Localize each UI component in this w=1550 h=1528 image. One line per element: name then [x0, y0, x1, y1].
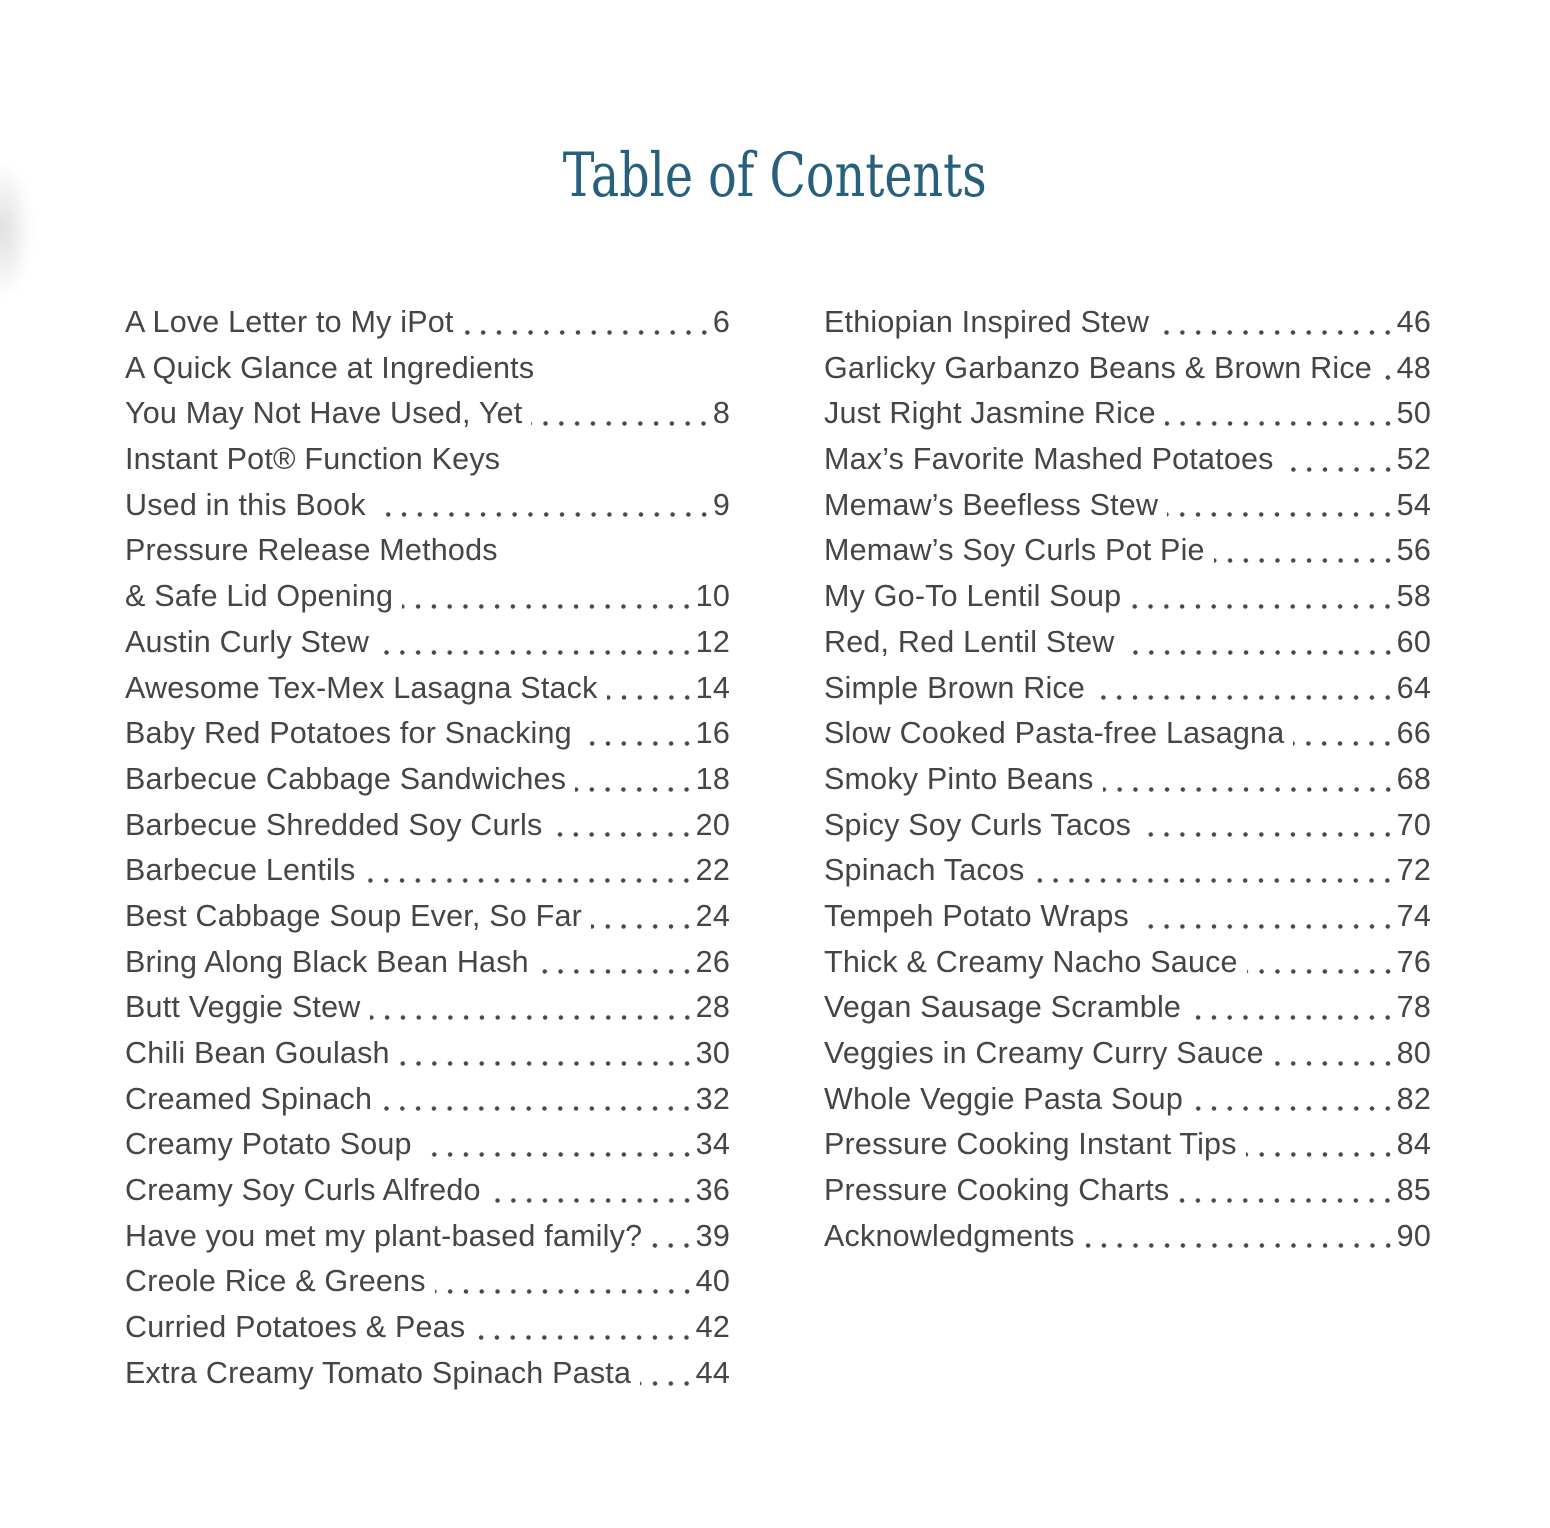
toc-entry: [125, 848, 730, 894]
toc-entry-page: 90: [1396, 1218, 1431, 1253]
toc-entry-page: 42: [695, 1310, 730, 1345]
toc-entry: [125, 574, 730, 620]
leader-dots: [1192, 1077, 1396, 1123]
toc-entry: [824, 1214, 1431, 1260]
leader-dots: [1140, 803, 1396, 849]
toc-entry-page: 56: [1396, 533, 1431, 568]
leader-dots: [1273, 1031, 1396, 1077]
toc-entry-title: Barbecue Shredded Soy Curls: [125, 807, 543, 842]
toc-entry-page: 60: [1396, 624, 1431, 659]
toc-entry: [824, 437, 1431, 483]
leader-dots: [1381, 346, 1396, 392]
toc-entry-title: Instant Pot® Function Keys: [125, 442, 501, 477]
leader-dots: [1247, 940, 1396, 986]
leader-dots: [1167, 483, 1395, 529]
leader-dots: [1293, 711, 1395, 757]
leader-dots: [581, 711, 695, 757]
toc-entry-page: 74: [1396, 898, 1431, 933]
toc-entry-page: 32: [695, 1081, 730, 1116]
toc-entry-page: 22: [695, 853, 730, 888]
toc-entry-page: 18: [695, 761, 730, 796]
toc-entry-page: 64: [1396, 670, 1431, 705]
toc-entry-title: & Safe Lid Opening: [125, 579, 394, 614]
toc-entry-title: Austin Curly Stew: [125, 624, 370, 659]
toc-entry-page: 80: [1396, 1036, 1431, 1070]
toc-entry-page: 48: [1396, 350, 1431, 385]
toc-entry-page: 50: [1396, 396, 1431, 431]
toc-entry-title: Chili Bean Goulash: [125, 1036, 390, 1070]
toc-entry-page: 36: [695, 1173, 730, 1208]
toc-entry: [824, 391, 1431, 437]
toc-entry: [824, 574, 1431, 620]
toc-entry: [125, 300, 730, 346]
toc-entry-page: 72: [1396, 853, 1431, 888]
toc-entry: [125, 1259, 730, 1305]
toc-entry-page: 14: [695, 670, 730, 705]
toc-entry-page: 70: [1396, 807, 1431, 842]
toc-entry: [125, 894, 730, 940]
toc-entry-title: Veggies in Creamy Curry Sauce: [824, 1036, 1264, 1070]
toc-entry-title: Red, Red Lentil Stew: [824, 624, 1115, 659]
leader-dots: [1190, 985, 1396, 1031]
toc-entry-title: Butt Veggie Stew: [125, 990, 361, 1025]
leader-dots: [402, 574, 695, 620]
toc-entry: [125, 1168, 730, 1214]
toc-entry-page: 44: [695, 1355, 730, 1390]
toc-entry-page: 12: [695, 624, 730, 659]
leader-dots: [435, 1259, 695, 1305]
leader-dots: [1124, 620, 1396, 666]
toc-entry-page: 76: [1396, 944, 1431, 979]
toc-entry-title: Creole Rice & Greens: [125, 1264, 426, 1299]
toc-entry-title: Barbecue Lentils: [125, 853, 356, 888]
toc-entry-page: 68: [1396, 761, 1431, 796]
toc-entry: [824, 1168, 1431, 1214]
leader-dots: [381, 1077, 695, 1123]
toc-entry: [824, 848, 1431, 894]
leader-dots: [1165, 391, 1396, 437]
leader-dots: [463, 300, 712, 346]
toc-entry: [824, 300, 1431, 346]
leader-dots: [575, 757, 695, 803]
toc-entry-title: Creamy Potato Soup: [125, 1127, 412, 1162]
toc-entry-title: Have you met my plant-based family?: [125, 1218, 643, 1253]
leader-dots: [1103, 757, 1396, 803]
toc-entry-title: Memaw’s Soy Curls Pot Pie: [824, 533, 1205, 568]
leader-dots: [1158, 300, 1396, 346]
leader-dots: [364, 848, 694, 894]
toc-entry-title: You May Not Have Used, Yet: [125, 396, 523, 431]
toc-entry-title: My Go-To Lentil Soup: [824, 579, 1122, 614]
leader-dots: [490, 1168, 695, 1214]
toc-entry-page: 54: [1396, 487, 1431, 522]
toc-entry: [125, 1031, 730, 1077]
toc-entry-title: Tempeh Potato Wraps: [824, 898, 1130, 933]
leader-dots: [531, 391, 711, 437]
toc-entry: [824, 346, 1431, 392]
toc-entry: [125, 666, 730, 712]
toc-right-column: [824, 300, 1431, 1397]
toc-entry: [824, 1077, 1431, 1123]
toc-entry-page: 28: [695, 990, 730, 1025]
toc-entry-title: Vegan Sausage Scramble: [824, 990, 1182, 1025]
toc-entry-title: Creamy Soy Curls Alfredo: [125, 1173, 481, 1208]
toc-entry-page: 46: [1396, 305, 1431, 339]
toc-entry: [824, 711, 1431, 757]
toc-entry-page: 9: [712, 487, 730, 522]
toc-entry: [125, 391, 730, 437]
toc-entry-title: Barbecue Cabbage Sandwiches: [125, 761, 567, 796]
leader-dots: [538, 940, 695, 986]
toc-entry-page: 39: [695, 1218, 730, 1253]
leader-dots: [421, 1122, 695, 1168]
toc-entry: [125, 985, 730, 1031]
toc-entry: [125, 1214, 730, 1260]
toc-entry-title: Pressure Cooking Charts: [824, 1173, 1170, 1208]
leader-dots: [1130, 574, 1395, 620]
leader-dots: [1094, 666, 1396, 712]
toc-entry-page: 82: [1396, 1081, 1431, 1116]
toc-entry: [824, 620, 1431, 666]
toc-entry: [125, 437, 730, 483]
toc-entry-page: 16: [695, 716, 730, 751]
toc-entry-page: 84: [1396, 1127, 1431, 1162]
toc-entry-title: Spicy Soy Curls Tacos: [824, 807, 1132, 842]
toc-entry-title: A Love Letter to My iPot: [125, 305, 454, 339]
toc-entry-title: Acknowledgments: [824, 1218, 1075, 1253]
toc-entry-page: 6: [712, 305, 730, 339]
toc-entry-page: 66: [1396, 716, 1431, 751]
toc-entry: [824, 483, 1431, 529]
toc-entry: [824, 803, 1431, 849]
toc-entry-title: Just Right Jasmine Rice: [824, 396, 1156, 431]
leader-dots: [551, 803, 694, 849]
toc-entry-page: 20: [695, 807, 730, 842]
toc-columns: [125, 300, 1431, 1397]
toc-entry-page: 34: [695, 1127, 730, 1162]
toc-entry: [125, 1305, 730, 1351]
toc-entry-page: 30: [695, 1036, 730, 1070]
toc-entry-page: 58: [1396, 579, 1431, 614]
toc-left-column: [125, 300, 730, 1397]
toc-entry: [125, 803, 730, 849]
toc-entry: [824, 528, 1431, 574]
leader-dots: [1178, 1168, 1395, 1214]
toc-entry-page: 40: [695, 1264, 730, 1299]
leader-dots: [1084, 1214, 1396, 1260]
toc-entry-title: Smoky Pinto Beans: [824, 761, 1094, 796]
leader-dots: [1214, 528, 1396, 574]
toc-entry-title: Extra Creamy Tomato Spinach Pasta: [125, 1355, 632, 1390]
toc-entry: [125, 1122, 730, 1168]
page-title: Table of Contents: [563, 140, 987, 211]
title-wrap: [0, 0, 1550, 226]
toc-entry: [125, 528, 730, 574]
leader-dots: [591, 894, 695, 940]
toc-entry-page: 10: [695, 579, 730, 614]
toc-entry-page: 78: [1396, 990, 1431, 1025]
toc-entry-title: Max’s Favorite Mashed Potatoes: [824, 442, 1274, 477]
toc-entry: [125, 1351, 730, 1397]
leader-dots: [1138, 894, 1396, 940]
toc-entry-page: 52: [1396, 442, 1431, 477]
toc-entry-title: Pressure Release Methods: [125, 533, 498, 568]
leader-dots: [474, 1305, 694, 1351]
toc-entry-title: Bring Along Black Bean Hash: [125, 944, 529, 979]
toc-entry: [824, 666, 1431, 712]
toc-entry: [125, 757, 730, 803]
toc-entry-title: Memaw’s Beefless Stew: [824, 487, 1159, 522]
toc-entry-title: Ethiopian Inspired Stew: [824, 305, 1150, 339]
toc-entry-page: 8: [712, 396, 730, 431]
toc-entry-title: Thick & Creamy Nacho Sauce: [824, 944, 1238, 979]
toc-entry-title: Creamed Spinach: [125, 1081, 373, 1116]
leader-dots: [370, 985, 695, 1031]
toc-entry: [125, 346, 730, 392]
leader-dots: [1283, 437, 1396, 483]
toc-entry-title: Awesome Tex-Mex Lasagna Stack: [125, 670, 598, 705]
toc-entry-title: Pressure Cooking Instant Tips: [824, 1127, 1237, 1162]
toc-entry-title: Garlicky Garbanzo Beans & Brown Rice: [824, 350, 1372, 385]
toc-entry-title: Simple Brown Rice: [824, 670, 1086, 705]
leader-dots: [651, 1214, 694, 1260]
toc-entry-title: Best Cabbage Soup Ever, So Far: [125, 898, 582, 933]
toc-entry: [125, 1077, 730, 1123]
toc-entry: [824, 1031, 1431, 1077]
leader-dots: [1246, 1122, 1396, 1168]
toc-entry-title: A Quick Glance at Ingredients: [125, 350, 535, 385]
toc-entry: [125, 620, 730, 666]
toc-entry: [125, 711, 730, 757]
toc-entry: [824, 940, 1431, 986]
leader-dots: [375, 483, 712, 529]
toc-entry-page: 24: [695, 898, 730, 933]
leader-dots: [640, 1351, 695, 1397]
toc-entry-title: Whole Veggie Pasta Soup: [824, 1081, 1183, 1116]
toc-entry-title: Baby Red Potatoes for Snacking: [125, 716, 572, 751]
toc-entry: [125, 940, 730, 986]
toc-entry-page: 26: [695, 944, 730, 979]
toc-entry: [824, 1122, 1431, 1168]
leader-dots: [378, 620, 695, 666]
toc-entry-title: Slow Cooked Pasta-free Lasagna: [824, 716, 1285, 751]
toc-entry: [125, 483, 730, 529]
leader-dots: [1033, 848, 1395, 894]
toc-entry-title: Curried Potatoes & Peas: [125, 1310, 466, 1345]
toc-entry: [824, 894, 1431, 940]
toc-entry: [824, 757, 1431, 803]
toc-entry-title: Spinach Tacos: [824, 853, 1025, 888]
leader-dots: [399, 1031, 695, 1077]
toc-entry-page: 85: [1396, 1173, 1431, 1208]
toc-entry: [824, 985, 1431, 1031]
leader-dots: [607, 666, 695, 712]
toc-entry-title: Used in this Book: [125, 487, 366, 522]
